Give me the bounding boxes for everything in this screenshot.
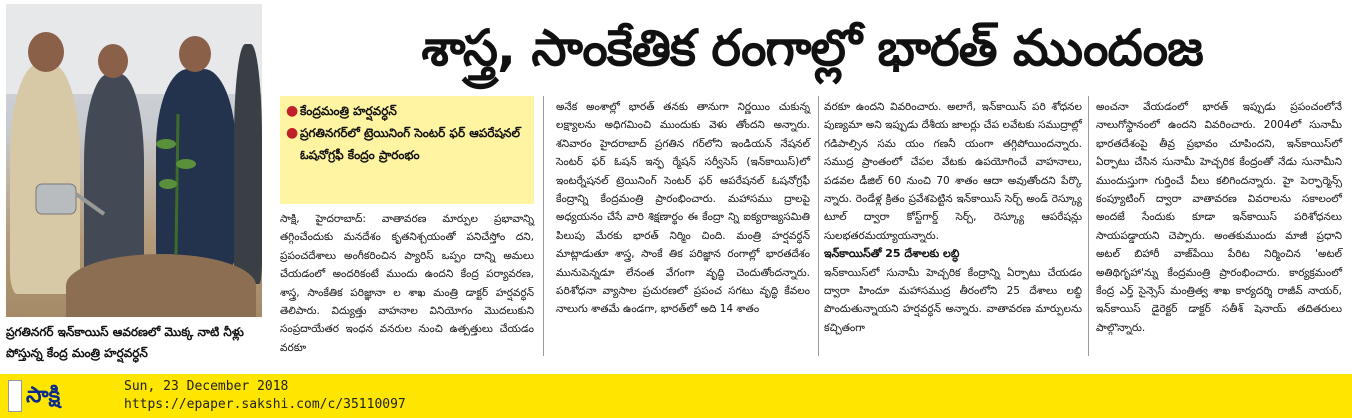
column-divider xyxy=(543,96,544,356)
edition-url[interactable]: https://epaper.sakshi.com/c/35110097 xyxy=(124,397,406,412)
bullet-icon: ● xyxy=(286,125,299,141)
article-column-3: వరకూ ఉందని వివరించారు. అలాగే, ఇన్‌కాయిస్ పరి శోధనల పుణ్యమా అని ఇప్పుడు దేశీయ జాలర్లు చేప లవేటకు సముద్రాల్లో గడిపాల్సిన సమ యం గణనీ యంగా తగ్గిపోయిందన్నారు. సముద్ర ప్రాంతంలో చేపల వేటకు ఉపయోగించే వాహనాలు, పడవల డీజిల్ 60 నుంచి 70 శాతం ఆదా అవుతోందని పేర్కొ న్నారు. రెండేళ్ల క్రితం ప్రవేశపెట్టిన ఇన్‌కాయిస్ సెర్చ్ అండ్ రెస్క్యూ టూల్ ద్వారా కోస్ట్‌గార్డ్ సెర్చ్, రెస్క్యూ ఆపరేషన్లు సులభతరమయ్యాయన్నారు. ఇన్‌కాయిస్‌తో 25 దేశాలకు లబ్ధి ఇన్‌కాయిస్‌లో సునామీ హెచ్చరిక కేంద్రాన్ని ఏర్పాటు చేయడం ద్వారా హిందూ మహాసముద్ర తీరంలోని 25 దేశాలు లబ్ధి పొందుతున్నాయని హర్షవర్ధన్ అన్నారు. వాతావరణ మార్పులను కచ్చితంగా xyxy=(824,101,1082,334)
edition-meta xyxy=(124,378,406,414)
news-photo xyxy=(6,4,262,317)
highlights-box xyxy=(280,96,534,204)
column-divider xyxy=(818,96,819,356)
article-column-2: అనేక అంశాల్లో భారత్ తనకు తానుగా నిర్ణయిం చుకున్న లక్ష్యాలను అధిగమించి ముందుకు వెళు తోందని అన్నారు. శనివారం హైదరాబాద్ ప్రగతిన గర్‌లోని ఇండియన్ నేషనల్ సెంటర్ ఫర్ ఓషన్ ఇన్ఫ ర్మేషన్ సర్వీసెస్ (ఇన్‌కాయిస్)లో ఇంటర్నేషనల్ ట్రెయినింగ్ సెంటర్ ఫర్ ఆపరేషనల్ ఓషనోగ్రఫీ కేంద్రాన్ని కేంద్రమంత్రి ప్రారంభించారు. మహాసము ద్రాలపై అధ్యయనం చేసే వారి శిక్షణార్థం ఈ కేంద్రా న్ని ఐక్యరాజ్యసమితి పిలుపు మేరకు భారత్ నిర్మిం చింది. మంత్రి హర్షవర్ధన్ మాట్లాడుతూ శాస్త్ర, సాంకే తిక పరిజ్ఞాన రంగాల్లో భారతదేశం మునుపెన్నడూ లేనంత వేగంగా వృద్ధి చెందుతోందన్నారు. పరిశోధనా వ్యాసాల ప్రచురణలో ప్రపంచ సగటు వృద్ధి కేవలం నాలుగు శాతమే ఉండగా, భారత్‌లో అది 14 శాతం xyxy=(556,101,810,316)
photo-caption: ప్రగతినగర్ ఇన్‌కాయిస్ ఆవరణలో మొక్క నాటి నీళ్లు పోస్తున్న కేంద్ర మంత్రి హర్షవర్ధన్ xyxy=(6,325,244,360)
column-divider xyxy=(1088,96,1089,356)
sakshi-logo[interactable]: సాక్షి xyxy=(8,380,108,412)
edition-date: Sun, 23 December 2018 xyxy=(124,379,289,394)
article-column-1: సాక్షి, హైదరాబాద్: వాతావరణ మార్పుల ప్రభావాన్ని తగ్గించేందుకు మనదేశం కృతనిశ్చయంతో పనిచేస్తోం దని, ప్రపంచదేశాలు అంగీకరించిన ప్యారిస్ ఒప్పం దాన్ని అమలు చేయడంలో అందరికంటే ముందు ఉందని కేంద్ర పర్యావరణ, శాస్త్ర, సాంకేతిక పరిజ్ఞానా ల శాఖ మంత్రి డాక్టర్ హర్షవర్ధన్ తెలిపారు. విద్యుత్తు వాహనాల వినియోగం మొదలుకుని సంప్రదాయేతర ఇంధన వనరుల నుంచి ఉత్పత్తులు చేయడం వరకూ xyxy=(280,213,534,354)
highlight-item: ● కేంద్రమంత్రి హర్షవర్ధన్ xyxy=(286,100,528,122)
logo-mark-icon xyxy=(8,380,22,412)
subheading: ఇన్‌కాయిస్‌తో 25 దేశాలకు లబ్ధి xyxy=(824,247,960,261)
footer-bar xyxy=(0,374,1352,418)
headline: శాస్త్ర, సాంకేతిక రంగాల్లో భారత్ ముందంజ xyxy=(421,19,1203,77)
highlight-item: ● ప్రగతినగర్‌లో ట్రెయినింగ్ సెంటర్ ఫర్ ఆపరేషనల్ ఓషనోగ్రఫీ కేంద్రం ప్రారంభం xyxy=(286,122,528,166)
bullet-icon: ● xyxy=(286,103,299,119)
article-column-4: అంచనా వేయడంలో భారత్ ఇప్పుడు ప్రపంచంలోనే నాలుగోస్థానంలో ఉందని వివరించారు. 2004లో సునామీ భారతదేశంపై తీవ్ర ప్రభావం చూపిందని, ఇన్‌కాయిస్‌లో ఏర్పాటు చేసిన సునామీ హెచ్చరిక కేంద్రంతో నేడు సునామీని ముందుస్తుగా గుర్తించే వీలు కలిగిందన్నారు. హై పెర్ఫార్మెన్స్ కంప్యూటింగ్ ద్వారా వాతావరణ వివరాలను సకాలంలో అందజే సేందుకు కూడా ఇన్‌కాయిస్ పరిశోధనలు సాయపడ్డాయని చెప్పారు. అంతకుముందు మాజీ ప్రధాని అటల్ బిహారీ వాజ్‌పేయి పేరిట నిర్మించిన 'అటల్ అతిథిగృహా'న్ను కేంద్రమంత్రి ప్రారంభించారు. కార్యక్రమంలో కేంద్ర ఎర్త్ సైన్సెస్ మంత్రిత్వ శాఖ కార్యదర్శి రాజీవ్ నాయర్, ఇన్‌కాయిస్ డైరెక్టర్ డాక్టర్ సతీశ్ షెనాయ్ తదితరులు పాల్గొన్నారు. xyxy=(1096,101,1342,334)
